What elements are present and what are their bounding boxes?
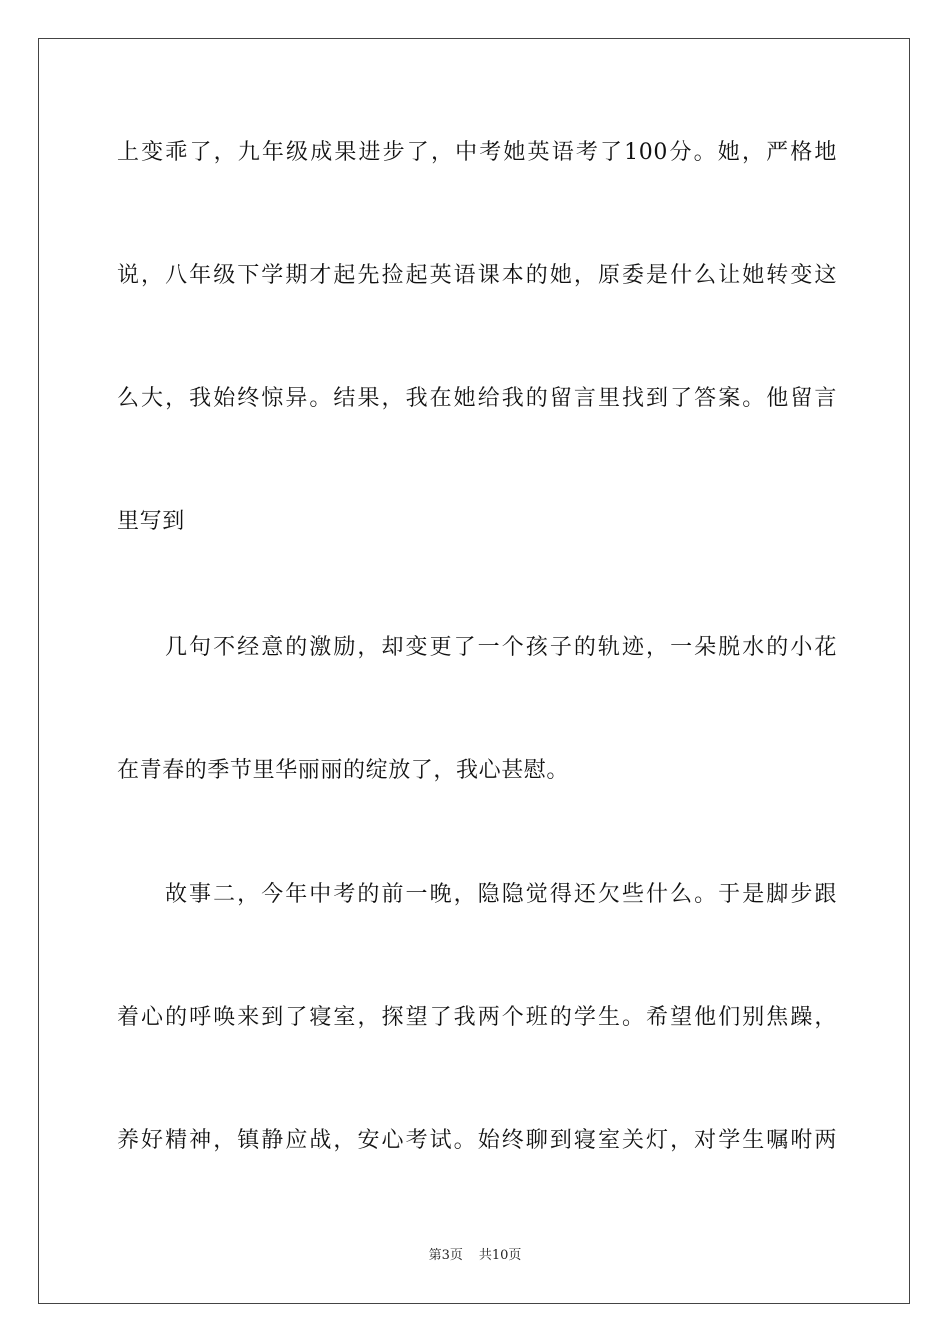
total-pages: 共10页 bbox=[478, 1248, 522, 1263]
text-line-3: 么大，我始终惊异。结果，我在她给我的留言里找到了答案。他留言 bbox=[117, 386, 837, 411]
text-line-2: 说，八年级下学期才起先捡起英语课本的她，原委是什么让她转变这 bbox=[117, 263, 837, 288]
text-line-8: 着心的呼唤来到了寝室，探望了我两个班的学生。希望他们别焦躁， bbox=[117, 1005, 837, 1030]
text-line-9: 养好精神，镇静应战，安心考试。始终聊到寝室关灯，对学生嘱咐两 bbox=[117, 1128, 837, 1153]
page-frame bbox=[38, 38, 910, 1304]
text-line-5: 几句不经意的激励，却变更了一个孩子的轨迹，一朵脱水的小花 bbox=[165, 635, 837, 660]
text-line-7: 故事二，今年中考的前一晚，隐隐觉得还欠些什么。于是脚步跟 bbox=[165, 882, 837, 907]
text-line-1: 上变乖了，九年级成果进步了，中考她英语考了100分。她，严格地 bbox=[117, 140, 837, 165]
text-line-6: 在青春的季节里华丽丽的绽放了，我心甚慰。 bbox=[117, 758, 570, 783]
page-number: 第3页 bbox=[428, 1248, 463, 1263]
text-line-4: 里写到 bbox=[117, 509, 185, 534]
page-footer bbox=[0, 1246, 950, 1266]
